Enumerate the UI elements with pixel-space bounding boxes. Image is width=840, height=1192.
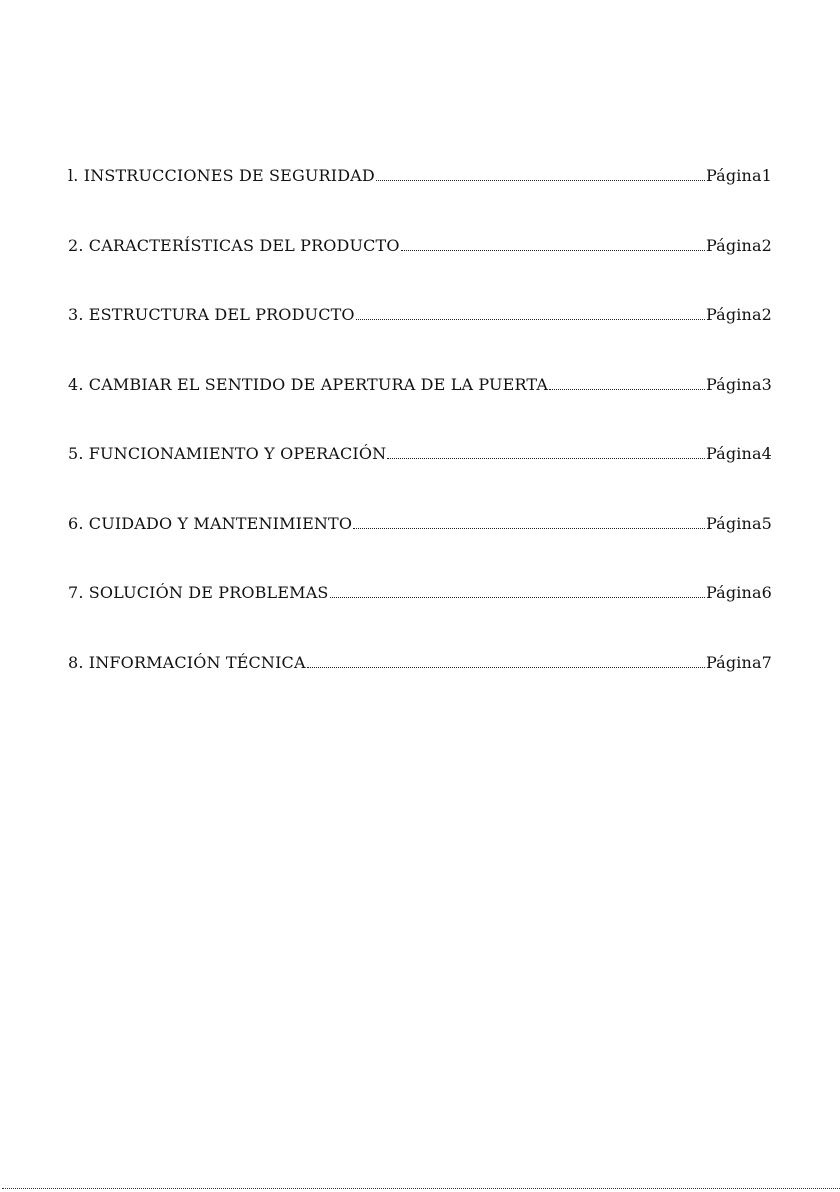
toc-entry-care-maintenance xyxy=(68,514,772,538)
toc-dot-leader xyxy=(307,667,705,668)
toc-entry-page: Página3 xyxy=(705,374,772,394)
page-bottom-dotted-divider xyxy=(2,1188,840,1189)
table-of-contents xyxy=(68,166,772,722)
toc-entry-troubleshooting xyxy=(68,583,772,607)
toc-entry-page: Página2 xyxy=(705,305,772,324)
toc-entry-page: Página5 xyxy=(705,513,772,533)
toc-entry-door-reversal xyxy=(68,375,772,399)
toc-entry-title: 2. CARACTERÍSTICAS DEL PRODUCTO xyxy=(68,235,400,255)
toc-entry-technical-info xyxy=(68,653,772,677)
toc-entry-title: 5. FUNCIONAMIENTO Y OPERACIÓN xyxy=(68,444,387,463)
toc-entry-product-features xyxy=(68,236,772,260)
toc-entry-title: l. INSTRUCCIONES DE SEGURIDAD xyxy=(68,166,375,185)
toc-dot-leader xyxy=(330,597,705,598)
toc-entry-title: 6. CUIDADO Y MANTENIMIENTO xyxy=(68,513,353,533)
toc-dot-leader xyxy=(356,319,705,320)
toc-entry-title: 3. ESTRUCTURA DEL PRODUCTO xyxy=(68,305,355,324)
toc-entry-title: 7. SOLUCIÓN DE PROBLEMAS xyxy=(68,583,329,602)
toc-entry-operation xyxy=(68,444,772,468)
toc-entry-page: Página4 xyxy=(705,444,772,463)
toc-dot-leader xyxy=(353,528,705,529)
toc-entry-title: 8. INFORMACIÓN TÉCNICA xyxy=(68,652,306,672)
toc-dot-leader xyxy=(387,458,705,459)
toc-entry-page: Página1 xyxy=(705,166,772,185)
toc-entry-title: 4. CAMBIAR EL SENTIDO DE APERTURA DE LA PUERTA xyxy=(68,374,549,394)
toc-dot-leader xyxy=(401,250,705,251)
toc-entry-page: Página7 xyxy=(705,652,772,672)
toc-entry-page: Página2 xyxy=(705,235,772,255)
toc-entry-page: Página6 xyxy=(705,583,772,602)
toc-dot-leader xyxy=(549,389,705,390)
toc-entry-safety-instructions xyxy=(68,166,772,190)
toc-dot-leader xyxy=(376,180,705,181)
toc-entry-product-structure xyxy=(68,305,772,329)
